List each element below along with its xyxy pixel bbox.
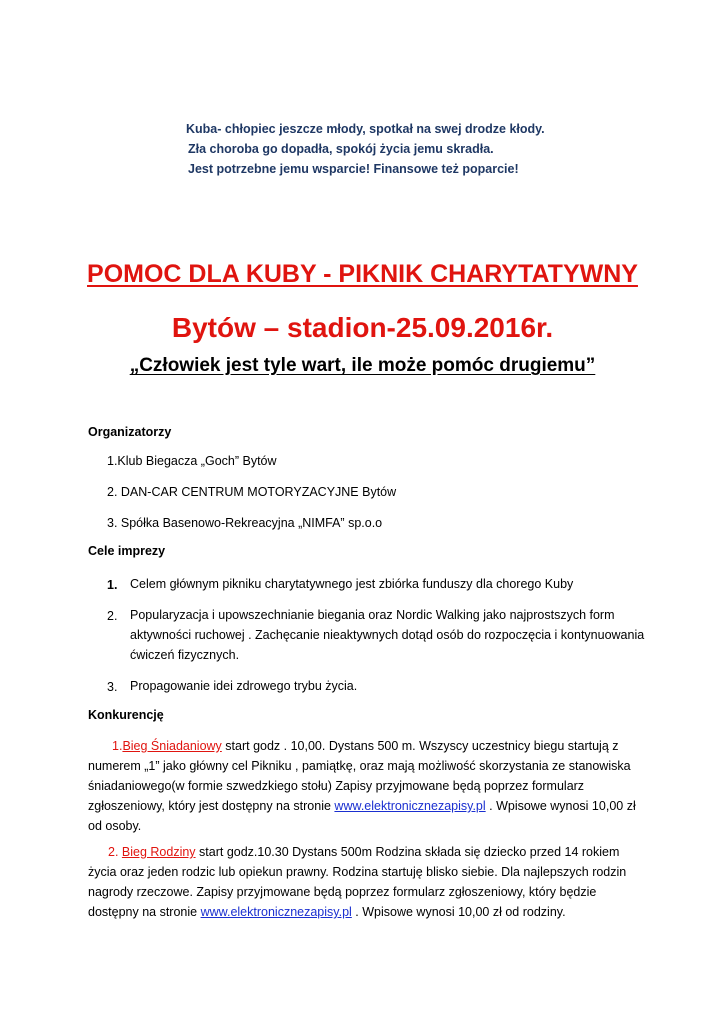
- competition-name: Bieg Śniadaniowy: [122, 739, 222, 753]
- competition-text: start godz.10.30 Dystans 500m Rodzina składa się dziecko przed 14 rokiem życia oraz jeden rodzic lub opiekun prawny. Rodzina startuję blisko siebie. Dla najlepszych rodzin nagrody rzeczowe. Zapisy przyjmowane będą poprzez formularz zgłoszeniowy, który będzie dostępny na stronie: [88, 845, 627, 919]
- competition-text: start godz . 10,00. Dystans 500 m. Wszyscy uczestnicy biegu startują z numerem „1” jako główny cel Pikniku , pamiątkę, oraz mają możliwość skorzystania ze stanowiska śniadaniowego(w formie szwedzkiego stołu) Zapisy przyjmowane będą poprzez formularz zgłoszeniowy, który jest dostępny na stronie: [88, 739, 631, 813]
- goal-number: 2.: [107, 609, 118, 623]
- organizer-item: 2. DAN-CAR CENTRUM MOTORYZACYJNE Bytów: [107, 485, 397, 499]
- organizers-heading: Organizatorzy: [88, 425, 172, 439]
- goal-number: 1.: [107, 578, 118, 592]
- organizer-item: 1.Klub Biegacza „Goch” Bytów: [107, 454, 277, 468]
- registration-link[interactable]: www.elektronicznezapisy.pl: [334, 799, 486, 813]
- poem-line-1: Kuba- chłopiec jeszcze młody, spotkał na swej drodze kłody.: [186, 122, 545, 136]
- goal-text: Popularyzacja i upowszechnianie biegania oraz Nordic Walking jako najprostszych form aktywności ruchowej . Zachęcanie nieaktywnych dotąd osób do rozpoczęcia i kontynuowania ćwiczeń fizycznych.: [130, 608, 645, 662]
- event-subtitle: Bytów – stadion-25.09.2016r.: [171, 312, 554, 343]
- competition-fee-text: . Wpisowe wynosi 10,00 zł od rodziny.: [351, 905, 566, 919]
- goal-number: 3.: [107, 680, 118, 694]
- competition-paragraph: [88, 842, 640, 922]
- competition-number: 2.: [108, 845, 122, 859]
- organizer-item: 3. Spółka Basenowo-Rekreacyjna „NIMFA” sp.o.o: [107, 516, 383, 530]
- goals-heading: Cele imprezy: [88, 544, 166, 558]
- competition-number: 1.: [112, 739, 123, 753]
- goal-text: Propagowanie idei zdrowego trybu życia.: [130, 679, 358, 693]
- competition-paragraph: [88, 736, 640, 836]
- registration-link[interactable]: www.elektronicznezapisy.pl: [200, 905, 352, 919]
- goal-text: Celem głównym pikniku charytatywnego jest zbiórka funduszy dla chorego Kuby: [130, 577, 574, 591]
- poem-line-2: Zła choroba go dopadła, spokój życia jemu skradła.: [188, 142, 494, 156]
- poem-line-3: Jest potrzebne jemu wsparcie! Finansowe też poparcie!: [188, 162, 519, 176]
- page-title: POMOC DLA KUBY - PIKNIK CHARYTATYWNY: [87, 260, 638, 288]
- competition-name: Bieg Rodziny: [121, 845, 196, 859]
- motto: „Człowiek jest tyle wart, ile może pomóc drugiemu”: [129, 355, 596, 376]
- competitions-heading: Konkurencję: [88, 708, 164, 722]
- competition-fee-text: . Wpisowe wynosi 10,00 zł od osoby.: [88, 799, 636, 833]
